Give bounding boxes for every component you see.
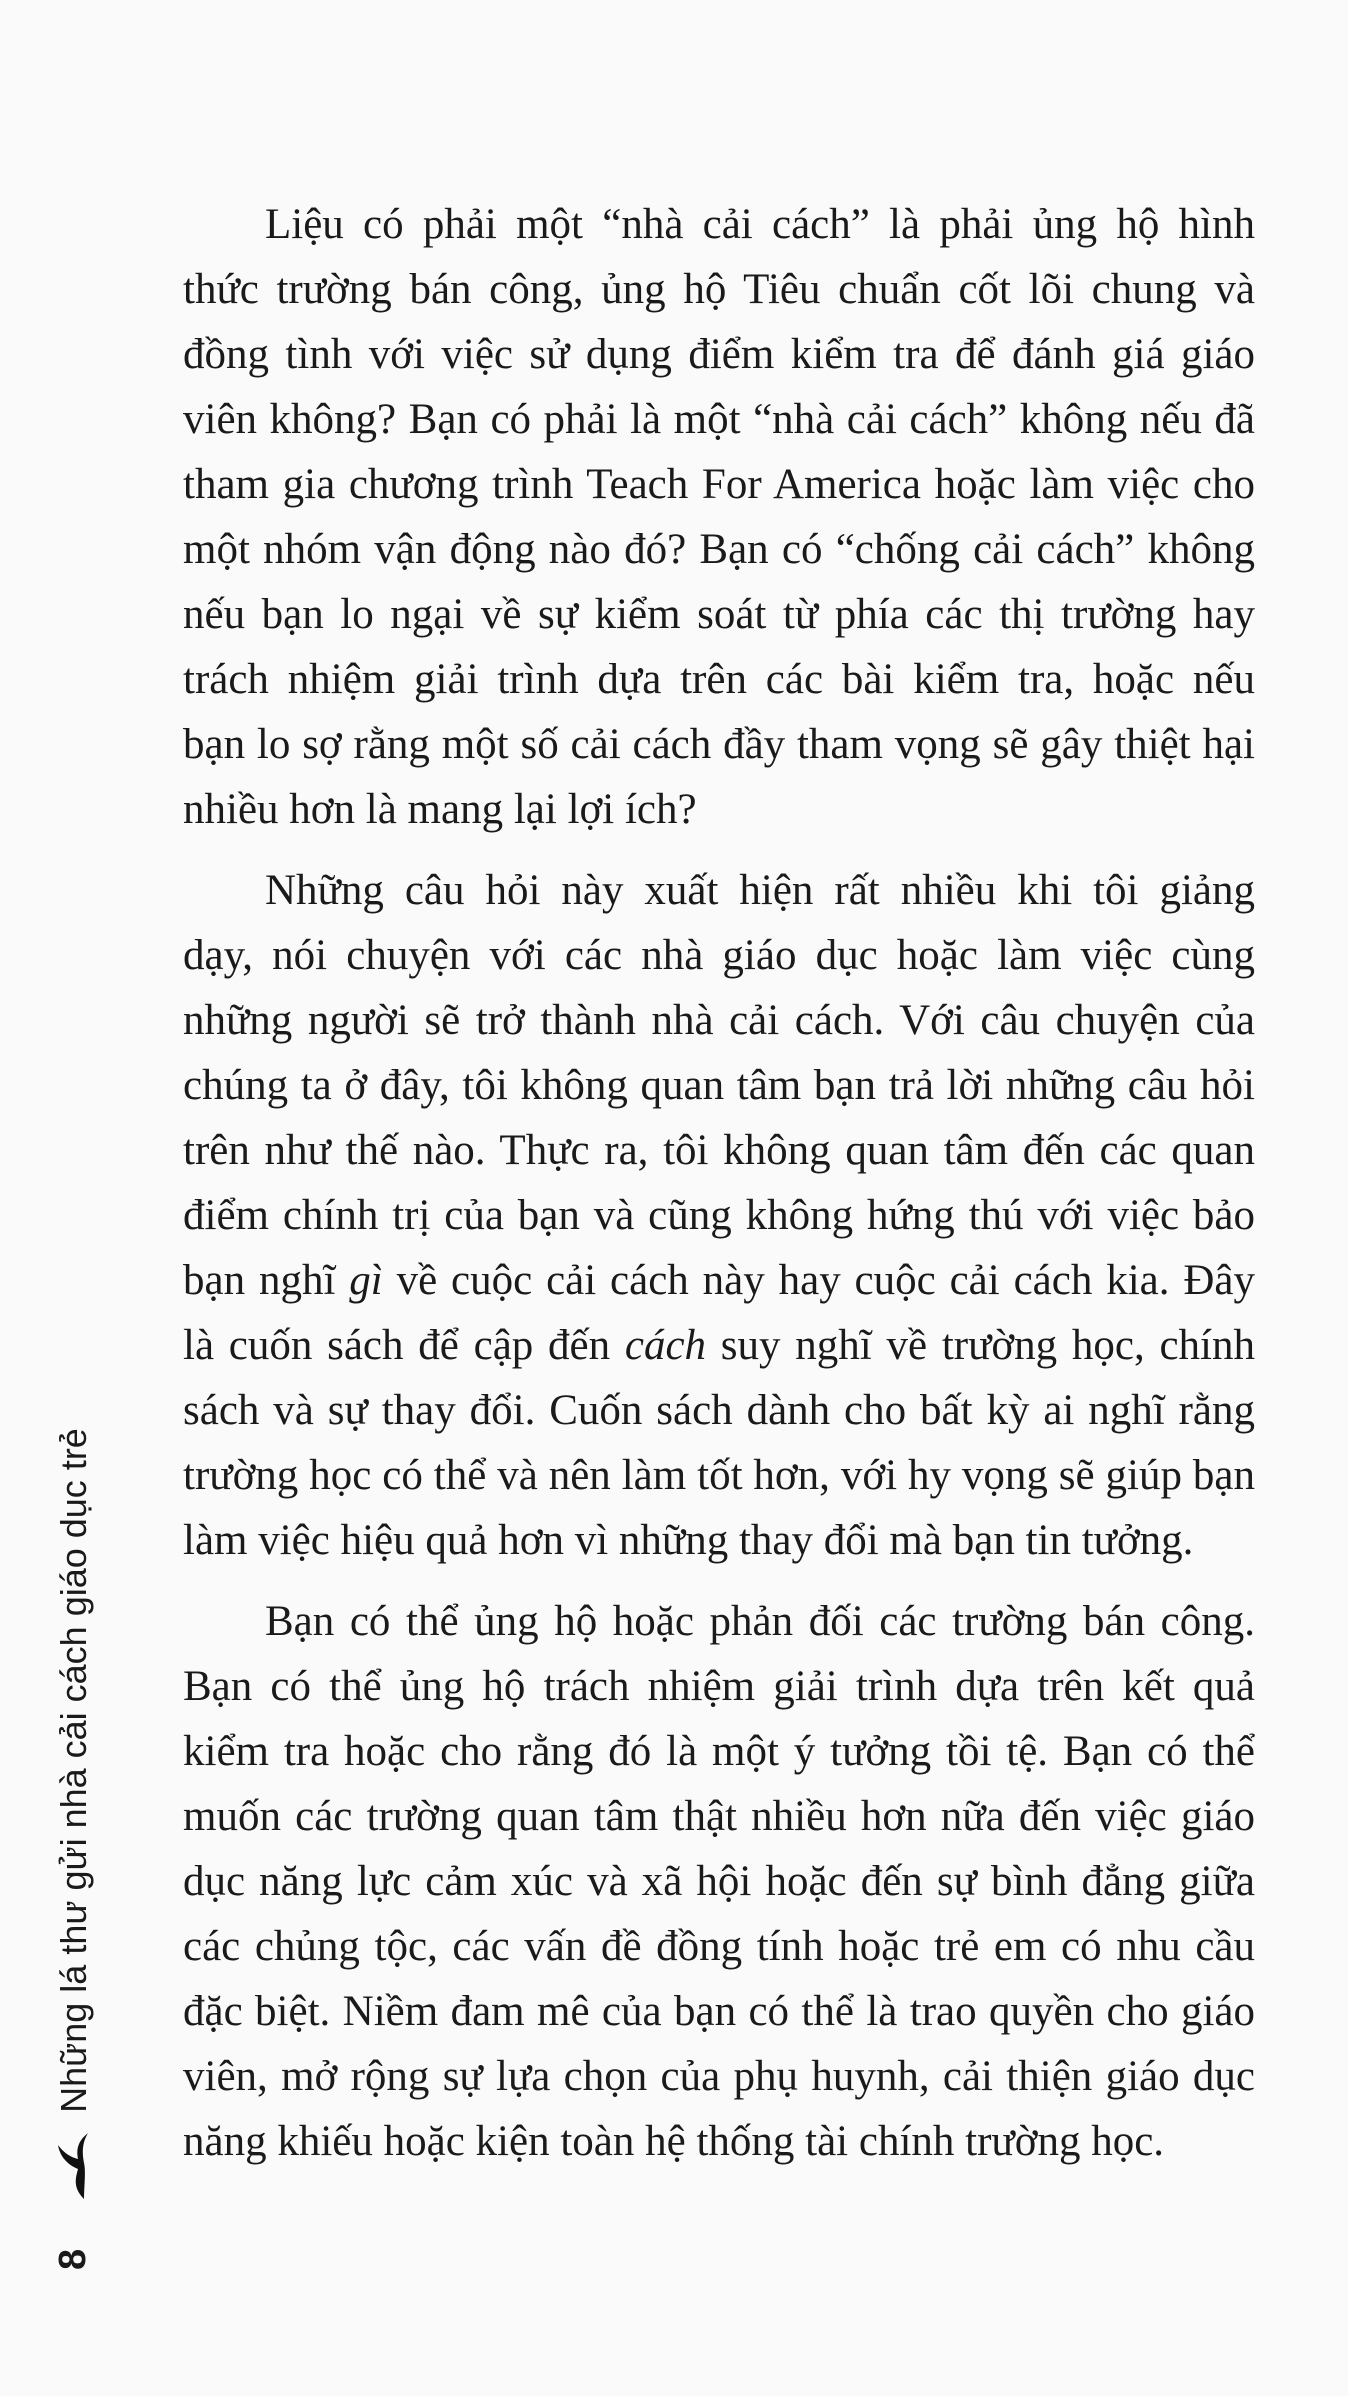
text-line: Bạn có thể ủng hộ trách nhiệm giải trình dựa trên kết quả	[183, 1663, 1255, 1710]
text-line: dục năng lực cảm xúc và xã hội hoặc đến sự bình đẳng giữa	[183, 1858, 1255, 1905]
text-line: Bạn có thể ủng hộ hoặc phản đối các trường bán công.	[265, 1598, 1255, 1645]
paragraph	[183, 858, 1255, 1573]
bird-icon	[54, 2131, 94, 2201]
text-line: trên như thế nào. Thực ra, tôi không quan tâm đến các quan	[183, 1127, 1255, 1174]
text-line: năng khiếu hoặc kiện toàn hệ thống tài chính trường học.	[183, 2118, 1165, 2165]
text-line: chúng ta ở đây, tôi không quan tâm bạn trả lời những câu hỏi	[183, 1062, 1255, 1109]
text-line: Liệu có phải một “nhà cải cách” là phải ủng hộ hình	[265, 201, 1255, 248]
text-line: trách nhiệm giải trình dựa trên các bài kiểm tra, hoặc nếu	[183, 656, 1255, 703]
text-line: đặc biệt. Niềm đam mê của bạn có thể là trao quyền cho giáo	[183, 1988, 1255, 2035]
text-line: sách và sự thay đổi. Cuốn sách dành cho bất kỳ ai nghĩ rằng	[183, 1387, 1255, 1434]
text-line: thức trường bán công, ủng hộ Tiêu chuẩn cốt lõi chung và	[183, 266, 1255, 313]
text-line: điểm chính trị của bạn và cũng không hứng thú với việc bảo	[183, 1192, 1255, 1239]
page-number: 8	[52, 2248, 94, 2270]
emphasis: cách	[624, 1322, 707, 1369]
paragraph	[183, 192, 1255, 842]
text-line: viên không? Bạn có phải là một “nhà cải cách” không nếu đã	[183, 396, 1255, 443]
text-line: bạn nghĩ gì về cuộc cải cách này hay cuộc cải cách kia. Đây	[183, 1257, 1255, 1304]
text-line: Những câu hỏi này xuất hiện rất nhiều khi tôi giảng	[265, 867, 1255, 914]
text-line: tham gia chương trình Teach For America hoặc làm việc cho	[183, 461, 1255, 508]
text-line: muốn các trường quan tâm thật nhiều hơn nữa đến việc giáo	[183, 1793, 1255, 1840]
text-line: đồng tình với việc sử dụng điểm kiểm tra để đánh giá giáo	[183, 331, 1255, 378]
emphasis: gì	[349, 1257, 383, 1304]
text-line: nhiều hơn là mang lại lợi ích?	[183, 786, 697, 833]
text-line: dạy, nói chuyện với các nhà giáo dục hoặc làm việc cùng	[183, 932, 1255, 979]
body-text	[183, 192, 1255, 2190]
text-line: nếu bạn lo ngại về sự kiểm soát từ phía các thị trường hay	[183, 591, 1255, 638]
paragraph	[183, 1589, 1255, 2174]
text-line: một nhóm vận động nào đó? Bạn có “chống cải cách” không	[183, 526, 1255, 573]
text-line: là cuốn sách để cập đến cách suy nghĩ về trường học, chính	[183, 1322, 1255, 1369]
text-line: viên, mở rộng sự lựa chọn của phụ huynh, cải thiện giáo dục	[183, 2053, 1255, 2100]
text-line: làm việc hiệu quả hơn vì những thay đổi mà bạn tin tưởng.	[183, 1517, 1194, 1564]
text-line: những người sẽ trở thành nhà cải cách. Với câu chuyện của	[183, 997, 1255, 1044]
book-title: Những lá thư gửi nhà cải cách giáo dục trẻ	[52, 1428, 94, 2113]
text-line: trường học có thể và nên làm tốt hơn, với hy vọng sẽ giúp bạn	[183, 1452, 1255, 1499]
text-line: bạn lo sợ rằng một số cải cách đầy tham vọng sẽ gây thiệt hại	[183, 721, 1255, 768]
text-line: kiểm tra hoặc cho rằng đó là một ý tưởng tồi tệ. Bạn có thể	[183, 1728, 1255, 1775]
text-line: các chủng tộc, các vấn đề đồng tính hoặc trẻ em có nhu cầu	[183, 1923, 1255, 1970]
running-header	[52, 1428, 95, 2270]
